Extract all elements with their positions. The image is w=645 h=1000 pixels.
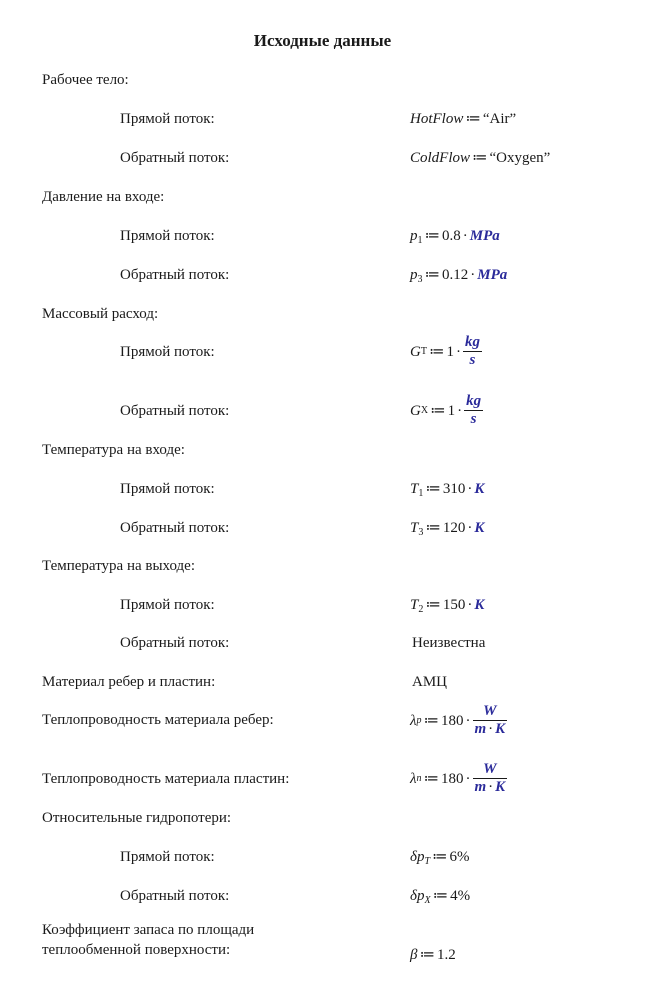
assign-op: ≔ bbox=[425, 481, 441, 497]
subscript: T bbox=[424, 856, 431, 867]
pressure-loss-hot-label: Прямой поток: bbox=[120, 849, 215, 865]
subscript: n bbox=[416, 772, 422, 784]
plate-conductivity-label: Теплопроводность материала пластин: bbox=[42, 771, 290, 787]
mass-flow-cold-label: Обратный поток: bbox=[120, 403, 230, 419]
mult-dot: · bbox=[467, 481, 473, 497]
value: 310 bbox=[442, 481, 466, 497]
value: 180 bbox=[441, 712, 464, 729]
assign-op: ≔ bbox=[425, 520, 441, 536]
assign-op: ≔ bbox=[432, 849, 448, 865]
assign-op: ≔ bbox=[430, 402, 446, 419]
unit-fraction bbox=[464, 393, 483, 428]
subscript: 3 bbox=[417, 274, 423, 285]
safety-factor-label-line2: теплообменной поверхности: bbox=[42, 942, 231, 958]
temp-in-label: Температура на входе: bbox=[42, 442, 185, 458]
unit-fraction bbox=[463, 334, 482, 369]
pressure-loss-label: Относительные гидропотери: bbox=[42, 810, 232, 826]
temp-out-hot-expr bbox=[410, 595, 484, 620]
var-g: G bbox=[410, 402, 421, 419]
mult-dot: · bbox=[470, 267, 476, 283]
temp-in-hot-expr bbox=[410, 479, 484, 504]
mass-flow-hot-label: Прямой поток: bbox=[120, 344, 215, 360]
temp-out-hot-label: Прямой поток: bbox=[120, 597, 215, 613]
unit: MPa bbox=[469, 228, 500, 244]
safety-factor-label-line1: Коэффициент запаса по площади bbox=[42, 922, 255, 938]
assign-op: ≔ bbox=[432, 888, 449, 904]
fin-conductivity-label: Теплопроводность материала ребер: bbox=[42, 712, 274, 728]
pressure-cold-label: Обратный поток: bbox=[120, 267, 230, 283]
mult-dot: · bbox=[467, 597, 473, 613]
value-air: “Air” bbox=[482, 111, 517, 127]
value: 0.12 bbox=[442, 267, 469, 283]
unit-denominator: s bbox=[470, 411, 477, 427]
working-fluid-hot-expr bbox=[410, 109, 516, 129]
assign-op: ≔ bbox=[428, 343, 445, 360]
var-t: T bbox=[410, 481, 419, 497]
value-oxygen: “Oxygen” bbox=[489, 150, 551, 166]
var-coldflow: ColdFlow bbox=[410, 150, 471, 166]
material-label: Материал ребер и пластин: bbox=[42, 674, 216, 690]
unit: K bbox=[474, 520, 485, 536]
unit-k: K bbox=[495, 779, 506, 795]
unit-denominator: s bbox=[469, 352, 476, 368]
subscript: T bbox=[420, 345, 427, 357]
safety-factor-expr bbox=[410, 945, 456, 965]
page-title: Исходные данные bbox=[253, 31, 392, 50]
value: 1.2 bbox=[436, 947, 456, 963]
assign-op: ≔ bbox=[425, 597, 441, 613]
value: 0.8 bbox=[442, 228, 461, 244]
value: 150 bbox=[442, 597, 466, 613]
assign-op: ≔ bbox=[423, 712, 439, 729]
var-delta-p: δp bbox=[410, 849, 425, 865]
pressure-loss-hot-expr bbox=[410, 847, 470, 872]
mult-dot: · bbox=[457, 402, 463, 419]
subscript: X bbox=[420, 404, 429, 416]
mult-dot: · bbox=[465, 712, 471, 729]
var-p: p bbox=[410, 267, 418, 283]
assign-op: ≔ bbox=[465, 111, 481, 127]
subscript: p bbox=[416, 714, 422, 726]
subscript: 1 bbox=[418, 488, 424, 499]
plate-conductivity-expr bbox=[410, 761, 507, 796]
unit: MPa bbox=[477, 267, 508, 283]
subscript: 3 bbox=[418, 527, 424, 538]
mass-flow-label: Массовый расход: bbox=[42, 306, 159, 322]
unit: K bbox=[474, 597, 485, 613]
assign-op: ≔ bbox=[472, 150, 488, 166]
mult-dot: · bbox=[465, 770, 471, 787]
assign-op: ≔ bbox=[419, 947, 435, 963]
temp-in-cold-expr bbox=[410, 518, 484, 543]
unit-denominator bbox=[473, 721, 508, 738]
unit-fraction bbox=[473, 703, 508, 738]
pressure-loss-cold-expr bbox=[410, 886, 470, 911]
value: 180 bbox=[441, 770, 464, 787]
var-g: G bbox=[410, 343, 421, 360]
var-t: T bbox=[410, 597, 419, 613]
temp-out-label: Температура на выходе: bbox=[42, 558, 196, 574]
value: 1 bbox=[446, 343, 454, 360]
unit: K bbox=[474, 481, 485, 497]
var-lambda: λ bbox=[410, 712, 417, 729]
mult-dot: · bbox=[488, 721, 494, 737]
assign-op: ≔ bbox=[424, 267, 440, 283]
material-value: АМЦ bbox=[412, 674, 448, 690]
var-hotflow: HotFlow bbox=[410, 111, 464, 127]
unit-m: m bbox=[474, 779, 487, 795]
unit-m: m bbox=[474, 721, 487, 737]
var-delta-p: δp bbox=[410, 888, 425, 904]
unit-numerator: W bbox=[483, 703, 497, 719]
mult-dot: · bbox=[488, 779, 494, 795]
pressure-label: Давление на входе: bbox=[42, 189, 165, 205]
subscript: X bbox=[424, 895, 431, 906]
working-fluid-cold-expr bbox=[410, 148, 550, 168]
var-p: p bbox=[410, 228, 418, 244]
mult-dot: · bbox=[462, 228, 468, 244]
unit-numerator: W bbox=[483, 761, 497, 777]
unit-denominator bbox=[473, 779, 508, 796]
var-lambda: λ bbox=[410, 770, 417, 787]
value: 120 bbox=[442, 520, 466, 536]
mass-flow-cold-expr bbox=[410, 393, 483, 428]
mult-dot: · bbox=[467, 520, 473, 536]
mass-flow-hot-expr bbox=[410, 334, 482, 369]
subscript: 1 bbox=[417, 235, 423, 246]
working-fluid-hot-label: Прямой поток: bbox=[120, 111, 215, 127]
unit-k: K bbox=[495, 721, 506, 737]
fin-conductivity-expr bbox=[410, 703, 507, 738]
working-fluid-cold-label: Обратный поток: bbox=[120, 150, 230, 166]
pressure-hot-expr bbox=[410, 226, 500, 251]
temp-out-cold-value: Неизвестна bbox=[412, 635, 486, 651]
pressure-cold-expr bbox=[410, 265, 507, 290]
pressure-hot-label: Прямой поток: bbox=[120, 228, 215, 244]
temp-out-cold-label: Обратный поток: bbox=[120, 635, 230, 651]
value: 4% bbox=[450, 888, 471, 904]
unit-numerator: kg bbox=[466, 393, 482, 409]
temp-in-hot-label: Прямой поток: bbox=[120, 481, 215, 497]
value: 1 bbox=[447, 402, 456, 419]
unit-numerator: kg bbox=[464, 334, 480, 350]
temp-in-cold-label: Обратный поток: bbox=[120, 520, 230, 536]
working-fluid-label: Рабочее тело: bbox=[42, 72, 129, 88]
subscript: 2 bbox=[418, 604, 424, 615]
assign-op: ≔ bbox=[424, 228, 440, 244]
assign-op: ≔ bbox=[423, 770, 439, 787]
unit-fraction bbox=[473, 761, 508, 796]
var-beta: β bbox=[410, 947, 418, 963]
mult-dot: · bbox=[455, 343, 461, 360]
value: 6% bbox=[449, 849, 470, 865]
var-t: T bbox=[410, 520, 419, 536]
pressure-loss-cold-label: Обратный поток: bbox=[120, 888, 230, 904]
